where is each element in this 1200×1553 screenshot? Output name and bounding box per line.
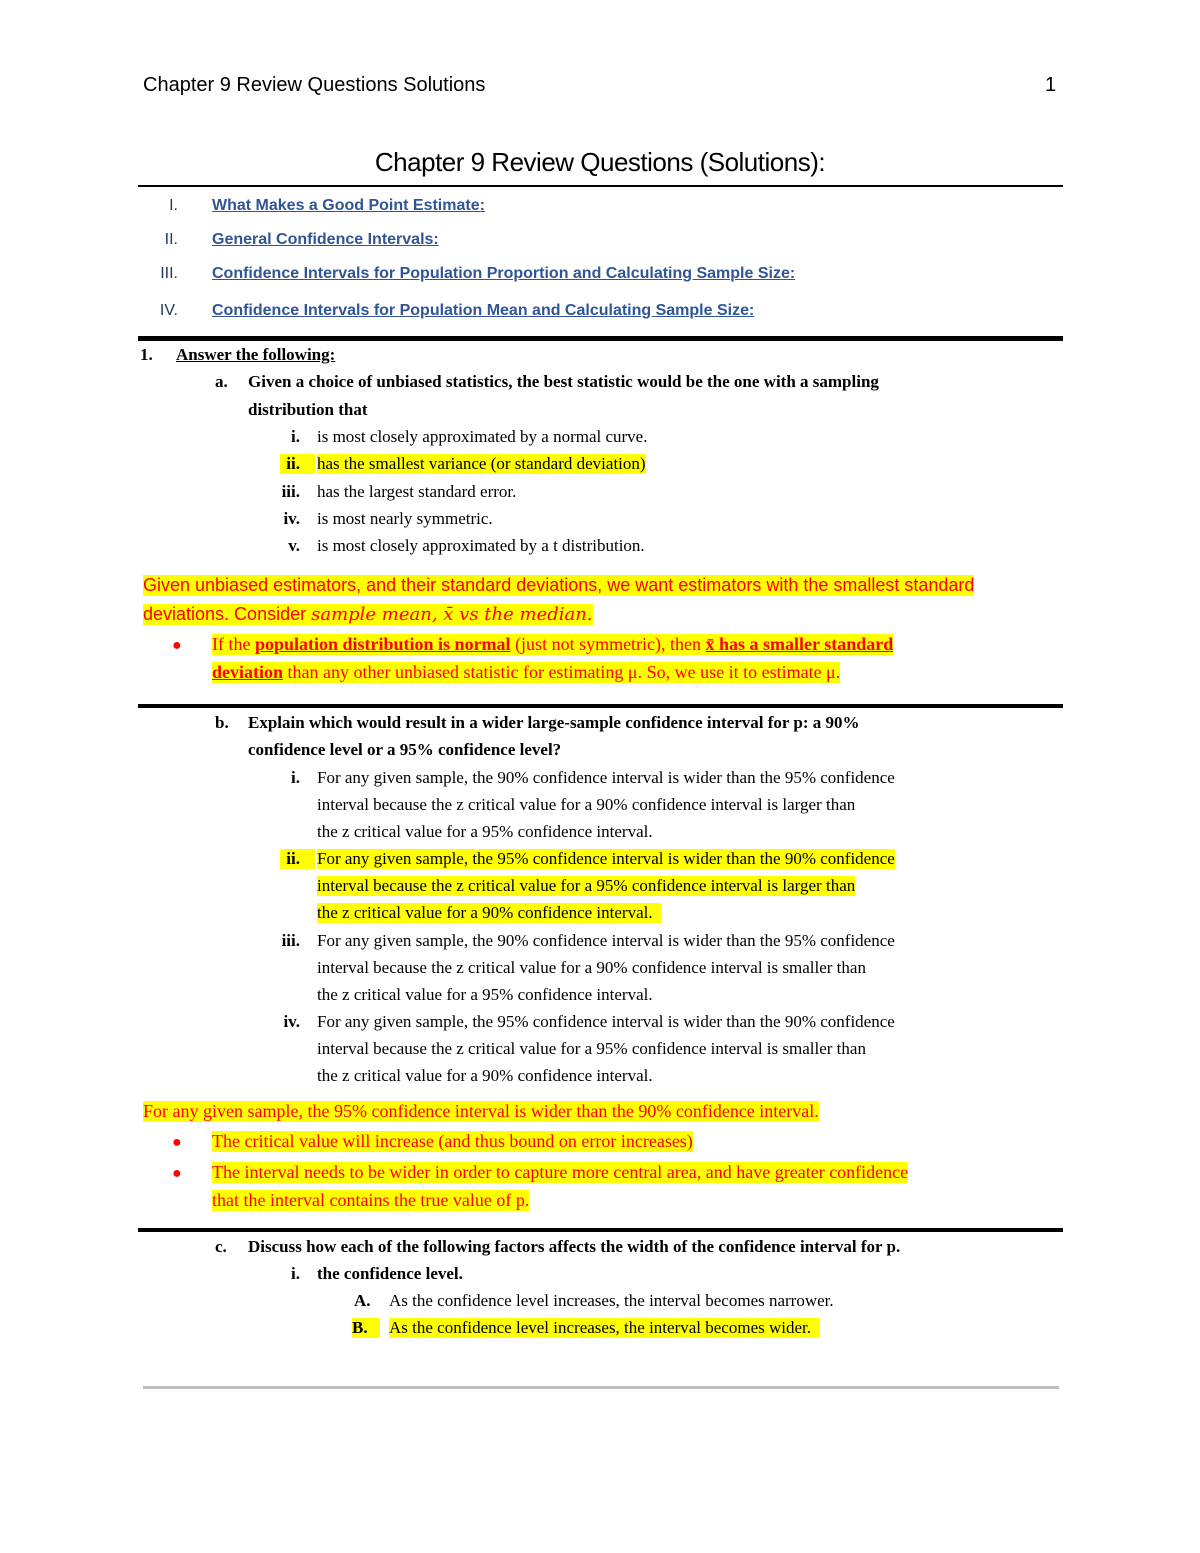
- option-text: has the largest standard error.: [317, 482, 517, 501]
- option-number: i.: [291, 768, 300, 787]
- section-rule: [138, 704, 1063, 708]
- option-text-correct-line2: interval because the z critical value for a 95% confidence interval is larger than: [317, 876, 856, 895]
- bullet-icon: ●: [172, 637, 182, 654]
- section-rule: [138, 336, 1063, 341]
- bullet-icon: ●: [172, 1165, 182, 1182]
- answer-explanation: For any given sample, the 95% confidence interval is wider than the 90% confidence interval.: [143, 1101, 819, 1121]
- option-number: iv.: [283, 509, 300, 528]
- toc-number: IV.: [159, 302, 178, 319]
- option-text-line1: For any given sample, the 90% confidence interval is wider than the 95% confidence: [317, 931, 895, 950]
- page-number: 1: [1045, 74, 1057, 96]
- bullet-icon: ●: [172, 1134, 182, 1151]
- option-text-line1: For any given sample, the 95% confidence interval is wider than the 90% confidence: [317, 1012, 895, 1031]
- option-letter-correct: B.: [352, 1318, 380, 1338]
- document-title: Chapter 9 Review Questions (Solutions):: [374, 147, 826, 177]
- answer-bullet-2-line1: The interval needs to be wider in order to capture more central area, and have greater confidence: [212, 1162, 909, 1182]
- option-text: is most closely approximated by a t distribution.: [317, 536, 645, 555]
- option-text-line2: interval because the z critical value for a 95% confidence interval is smaller than: [317, 1039, 866, 1058]
- toc-link-ci-proportion[interactable]: Confidence Intervals for Population Proportion and Calculating Sample Size:: [212, 265, 796, 282]
- sub-question-number: i.: [291, 1264, 300, 1283]
- option-number-correct: ii.: [280, 849, 315, 869]
- sub-question-title: the confidence level.: [317, 1264, 463, 1283]
- part-a-prompt-line1: Given a choice of unbiased statistics, the best statistic would be the one with a sampling: [248, 372, 879, 391]
- toc-link-ci-mean[interactable]: Confidence Intervals for Population Mean and Calculating Sample Size:: [212, 302, 755, 319]
- toc-link-point-estimate[interactable]: What Makes a Good Point Estimate:: [212, 197, 485, 214]
- option-text-correct: As the confidence level increases, the interval becomes wider.: [389, 1318, 820, 1337]
- toc-link-general-ci[interactable]: General Confidence Intervals:: [212, 231, 439, 248]
- answer-bullet-line2: deviation than any other unbiased statistic for estimating μ. So, we use it to estimate μ.: [212, 662, 841, 682]
- option-letter: A.: [354, 1291, 371, 1310]
- answer-bullet-1: The critical value will increase (and thus bound on error increases): [212, 1131, 693, 1151]
- option-text-line3: the z critical value for a 95% confidence interval.: [317, 985, 653, 1004]
- answer-bullet-2-line2: that the interval contains the true value of p.: [212, 1190, 530, 1210]
- answer-bullet-line1: If the population distribution is normal (just not symmetric), then x̄ has a smaller standard: [212, 634, 894, 654]
- option-number: iii.: [281, 482, 300, 501]
- toc-number: III.: [160, 265, 178, 282]
- option-text-line2: interval because the z critical value for a 90% confidence interval is smaller than: [317, 958, 866, 977]
- page-header-title: Chapter 9 Review Questions Solutions: [143, 74, 486, 96]
- option-number: v.: [288, 536, 300, 555]
- part-b-prompt-line1: Explain which would result in a wider large-sample confidence interval for p: a 90%: [248, 713, 860, 732]
- part-letter: c.: [215, 1237, 227, 1256]
- option-text: is most nearly symmetric.: [317, 509, 493, 528]
- part-a-prompt-line2: distribution that: [248, 400, 368, 419]
- option-text-line3: the z critical value for a 90% confidence interval.: [317, 1066, 653, 1085]
- part-letter: a.: [215, 372, 228, 391]
- option-text-line1: For any given sample, the 90% confidence interval is wider than the 95% confidence: [317, 768, 895, 787]
- option-text-line3: the z critical value for a 95% confidence interval.: [317, 822, 653, 841]
- option-text-correct: has the smallest variance (or standard deviation): [317, 454, 646, 473]
- option-text: As the confidence level increases, the interval becomes narrower.: [389, 1291, 834, 1310]
- answer-explanation-line1: Given unbiased estimators, and their standard deviations, we want estimators with the smallest standard: [143, 575, 975, 595]
- option-text: is most closely approximated by a normal curve.: [317, 427, 648, 446]
- question-title: Answer the following:: [176, 345, 336, 364]
- option-number: iv.: [283, 1012, 300, 1031]
- option-number: i.: [291, 427, 300, 446]
- section-rule: [138, 1228, 1063, 1232]
- option-text-correct-line1: For any given sample, the 95% confidence interval is wider than the 90% confidence: [317, 849, 895, 868]
- toc-number: I.: [169, 197, 178, 214]
- answer-explanation-line2: deviations. Consider sample mean, x̄ vs the median.: [143, 604, 593, 625]
- title-rule: [138, 185, 1063, 187]
- question-number: 1.: [140, 345, 153, 364]
- toc-number: II.: [164, 231, 178, 248]
- option-number: iii.: [281, 931, 300, 950]
- part-b-prompt-line2: confidence level or a 95% confidence level?: [248, 740, 562, 759]
- option-text-line2: interval because the z critical value for a 90% confidence interval is larger than: [317, 795, 856, 814]
- option-text-correct-line3: the z critical value for a 90% confidence interval.: [317, 903, 662, 922]
- footer-rule: [143, 1386, 1059, 1389]
- part-letter: b.: [215, 713, 229, 732]
- option-number-correct: ii.: [280, 454, 315, 474]
- part-c-prompt: Discuss how each of the following factors affects the width of the confidence interval for p.: [248, 1237, 901, 1256]
